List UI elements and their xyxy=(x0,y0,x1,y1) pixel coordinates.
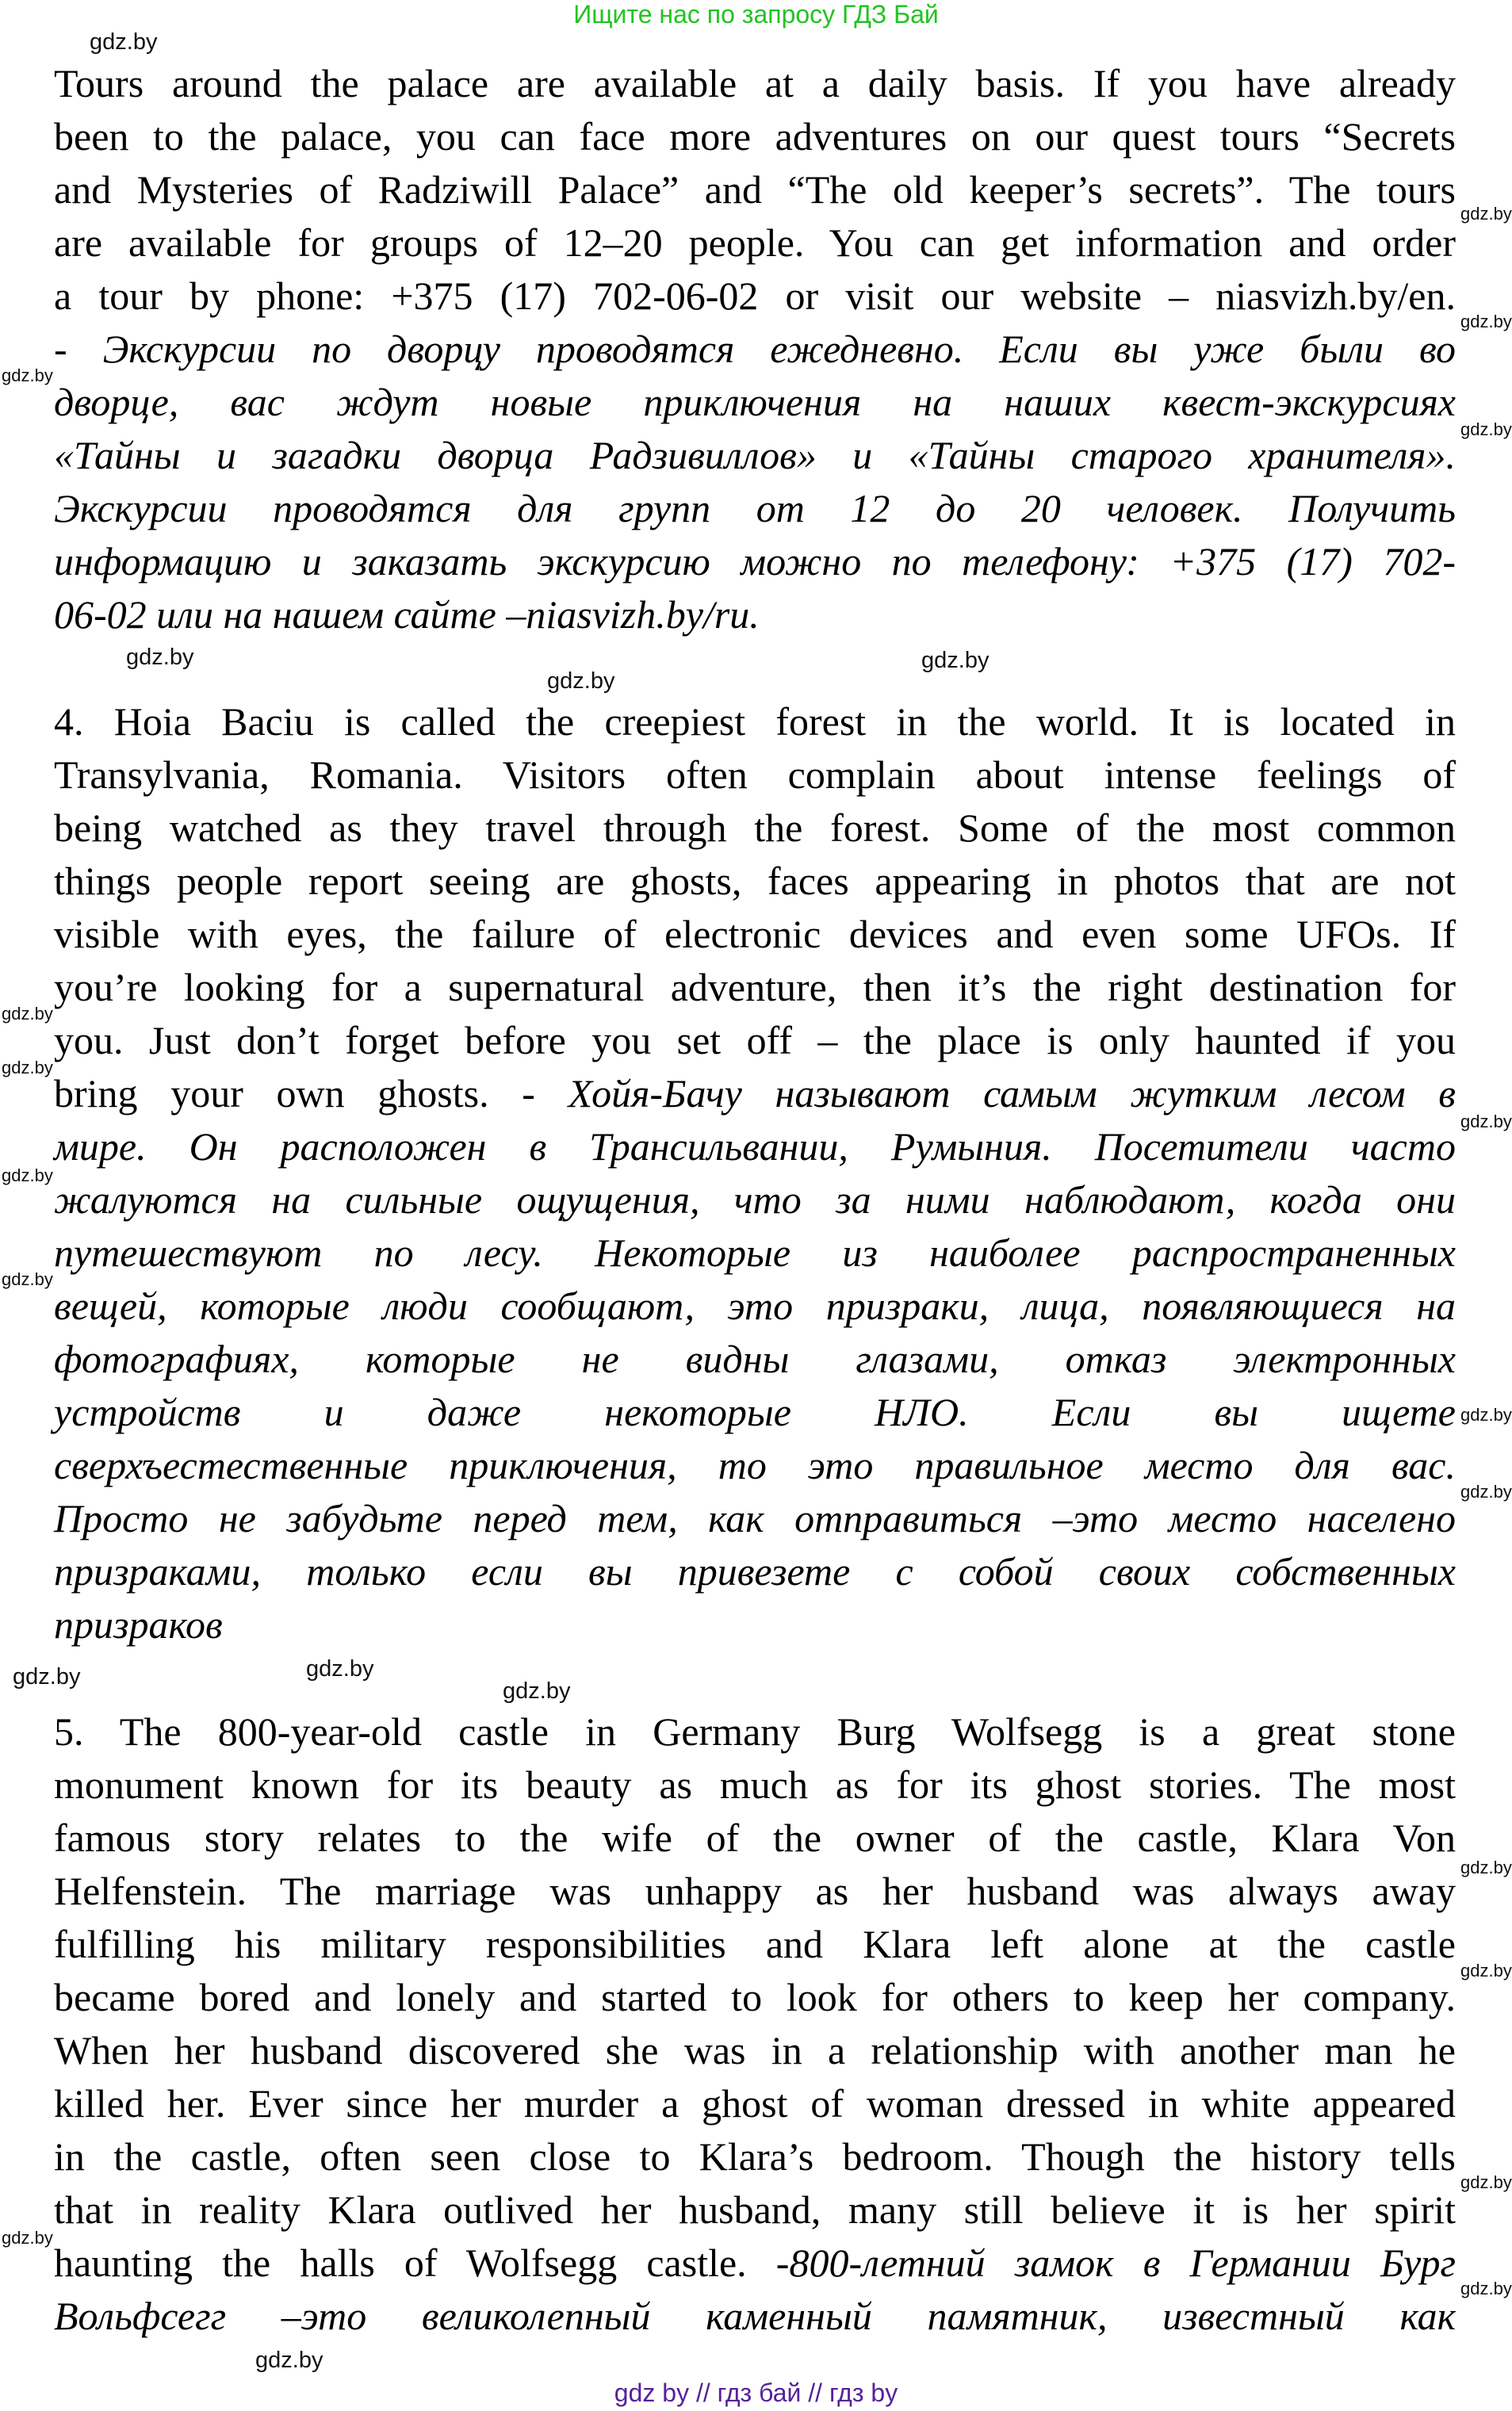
original-text: visible with eyes, the failure of electronic devices and even some UFOs. If xyxy=(54,912,1456,956)
watermark-text: gdz.by xyxy=(1460,2172,1512,2192)
text-line xyxy=(54,1227,1456,1280)
original-text: monument known for its beauty as much as for its ghost stories. The most xyxy=(54,1762,1456,1807)
text-line xyxy=(54,323,1456,376)
original-text: are available for groups of 12–20 people. You can get information and order xyxy=(54,220,1456,265)
text-line xyxy=(54,1333,1456,1386)
text-line xyxy=(54,748,1456,802)
original-text: Transylvania, Romania. Visitors often complain about intense feelings of xyxy=(54,752,1456,797)
text-line xyxy=(54,588,1456,641)
original-text: - xyxy=(54,327,103,371)
translation-text: Вольфсегг –это великолепный каменный памятник, известный как xyxy=(54,2294,1456,2338)
text-line xyxy=(54,2024,1456,2077)
translation-text: вещей, которые люди сообщают, это призраки, лица, появляющиеся на xyxy=(54,1284,1456,1328)
original-text: being watched as they travel through the forest. Some of the most common xyxy=(54,806,1456,850)
text-line xyxy=(54,1865,1456,1918)
translation-text: Просто не забудьте перед тем, как отправиться –это место населено xyxy=(54,1496,1456,1540)
text-line xyxy=(54,2290,1456,2343)
watermark-text: gdz.by xyxy=(2,1004,53,1024)
text-line xyxy=(54,1014,1456,1067)
translation-text: путешествуют по лесу. Некоторые из наиболее распространенных xyxy=(54,1230,1456,1275)
original-text: Tours around the palace are available at a daily basis. If you have already xyxy=(54,61,1456,105)
original-text: been to the palace, you can face more adventures on our quest tours “Secrets xyxy=(54,114,1456,159)
watermark-text: gdz.by xyxy=(1460,1961,1512,1980)
original-text: you’re looking for a supernatural adventure, then it’s the right destination for xyxy=(54,965,1456,1009)
original-text: 4. Hoia Baciu is called the creepiest forest in the world. It is located in xyxy=(54,699,1456,744)
watermark-text: gdz.by xyxy=(2,1269,53,1289)
text-line xyxy=(54,2077,1456,2130)
paragraph-burg-wolfsegg xyxy=(54,1705,1456,2343)
text-line xyxy=(54,110,1456,163)
watermark-text: gdz.by xyxy=(1460,1482,1512,1502)
watermark-text: gdz.by xyxy=(13,1664,81,1690)
text-line xyxy=(54,1386,1456,1439)
text-line xyxy=(54,2183,1456,2237)
text-line xyxy=(54,802,1456,855)
watermark-text: gdz.by xyxy=(306,1656,374,1682)
text-line xyxy=(54,695,1456,748)
original-text: fulfilling his military responsibilities and Klara left alone at the castle xyxy=(54,1922,1456,1966)
watermark-text: gdz.by xyxy=(1460,204,1512,224)
original-text: killed her. Ever since her murder a ghost of woman dressed in white appeared xyxy=(54,2081,1456,2126)
text-line xyxy=(54,57,1456,110)
text-line xyxy=(54,216,1456,270)
watermark-text: gdz.by xyxy=(2,2228,53,2248)
text-line xyxy=(54,482,1456,535)
text-line xyxy=(54,855,1456,908)
original-text: When her husband discovered she was in a relationship with another man he xyxy=(54,2028,1456,2072)
original-text: and Mysteries of Radziwill Palace” and “The old keeper’s secrets”. The tours xyxy=(54,167,1456,212)
original-text: that in reality Klara outlived her husband, many still believe it is her spirit xyxy=(54,2187,1456,2232)
watermark-text: gdz.by xyxy=(1460,1858,1512,1877)
original-text: famous story relates to the wife of the owner of the castle, Klara Von xyxy=(54,1816,1456,1860)
watermark-text: gdz.by xyxy=(255,2348,323,2373)
text-line xyxy=(54,163,1456,216)
watermark-text: gdz.by xyxy=(547,668,615,694)
translation-text: жалуются на сильные ощущения, что за ними наблюдают, когда они xyxy=(54,1177,1456,1222)
text-line xyxy=(54,1439,1456,1492)
original-text: things people report seeing are ghosts, faces appearing in photos that are not xyxy=(54,859,1456,903)
watermark-text: gdz.by xyxy=(1460,1112,1512,1131)
translation-text: призраками, только если вы привезете с собой своих собственных xyxy=(54,1549,1456,1594)
text-line xyxy=(54,908,1456,961)
text-line xyxy=(54,429,1456,482)
text-line xyxy=(54,1971,1456,2024)
original-text: bring your own ghosts. - xyxy=(54,1071,568,1116)
translation-text: 800-летний замок в Германии Бург xyxy=(789,2241,1456,2285)
text-line xyxy=(54,1758,1456,1812)
watermark-text: gdz.by xyxy=(503,1678,571,1704)
watermark-text: gdz.by xyxy=(1460,2279,1512,2298)
original-text: in the castle, often seen close to Klara’s bedroom. Though the history tells xyxy=(54,2134,1456,2179)
translation-text: Экскурсии по дворцу проводятся ежедневно. Если вы уже были во xyxy=(102,327,1456,371)
text-line xyxy=(54,2130,1456,2183)
watermark-text: gdz.by xyxy=(90,29,158,55)
watermark-text: gdz.by xyxy=(2,1165,53,1185)
translation-text: Хойя-Бачу называют самым жутким лесом в xyxy=(568,1071,1456,1116)
watermark-text: gdz.by xyxy=(2,1058,53,1077)
text-line xyxy=(54,1280,1456,1333)
text-line xyxy=(54,535,1456,588)
search-hint-banner: Ищите нас по запросу ГДЗ Бай xyxy=(573,0,939,29)
text-line xyxy=(54,1705,1456,1758)
original-text: became bored and lonely and started to look for others to keep her company. xyxy=(54,1975,1456,2019)
watermark-text: gdz.by xyxy=(921,648,989,673)
text-line xyxy=(54,1120,1456,1173)
translation-text: устройств и даже некоторые НЛО. Если вы ищете xyxy=(54,1390,1456,1434)
original-text: haunting the halls of Wolfsegg castle. - xyxy=(54,2241,790,2285)
translation-text: мире. Он расположен в Трансильвании, Румыния. Посетители часто xyxy=(54,1124,1456,1169)
text-line xyxy=(54,270,1456,323)
translation-text: Экскурсии проводятся для групп от 12 до 20 человек. Получить xyxy=(54,486,1456,530)
translation-text: 06-02 или на нашем сайте –niasvizh.by/ru. xyxy=(54,592,760,637)
translation-text: фотографиях, которые не видны глазами, отказ электронных xyxy=(54,1337,1456,1381)
text-line xyxy=(54,376,1456,429)
translation-text: дворце, вас ждут новые приключения на наших квест-экскурсиях xyxy=(54,380,1456,424)
watermark-text: gdz.by xyxy=(2,365,53,385)
footer-links[interactable]: gdz by // гдз бай // гдз by xyxy=(614,2378,898,2407)
translation-text: «Тайны и загадки дворца Радзивиллов» и «Тайны старого хранителя». xyxy=(54,433,1456,477)
watermark-text: gdz.by xyxy=(1460,312,1512,331)
paragraph-niasvizh-tours xyxy=(54,57,1456,641)
text-line xyxy=(54,1812,1456,1865)
translation-text: информацию и заказать экскурсию можно по телефону: +375 (17) 702- xyxy=(54,539,1456,584)
original-text: 5. The 800-year-old castle in Germany Burg Wolfsegg is a great stone xyxy=(54,1709,1456,1754)
watermark-text: gdz.by xyxy=(126,645,194,670)
original-text: Helfenstein. The marriage was unhappy as her husband was always away xyxy=(54,1869,1456,1913)
text-line xyxy=(54,1173,1456,1227)
text-line xyxy=(54,1492,1456,1545)
text-line xyxy=(54,1545,1456,1598)
text-line xyxy=(54,1598,1456,1651)
original-text: you. Just don’t forget before you set off – the place is only haunted if you xyxy=(54,1018,1456,1062)
text-line xyxy=(54,1918,1456,1971)
original-text: a tour by phone: +375 (17) 702-06-02 or visit our website – niasvizh.by/en. xyxy=(54,274,1456,318)
translation-text: сверхъестественные приключения, то это правильное место для вас. xyxy=(54,1443,1456,1487)
text-line xyxy=(54,2237,1456,2290)
paragraph-hoia-baciu xyxy=(54,695,1456,1651)
watermark-text: gdz.by xyxy=(1460,1405,1512,1425)
text-line xyxy=(54,961,1456,1014)
text-line xyxy=(54,1067,1456,1120)
translation-text: призраков xyxy=(54,1602,223,1647)
watermark-text: gdz.by xyxy=(1460,419,1512,439)
